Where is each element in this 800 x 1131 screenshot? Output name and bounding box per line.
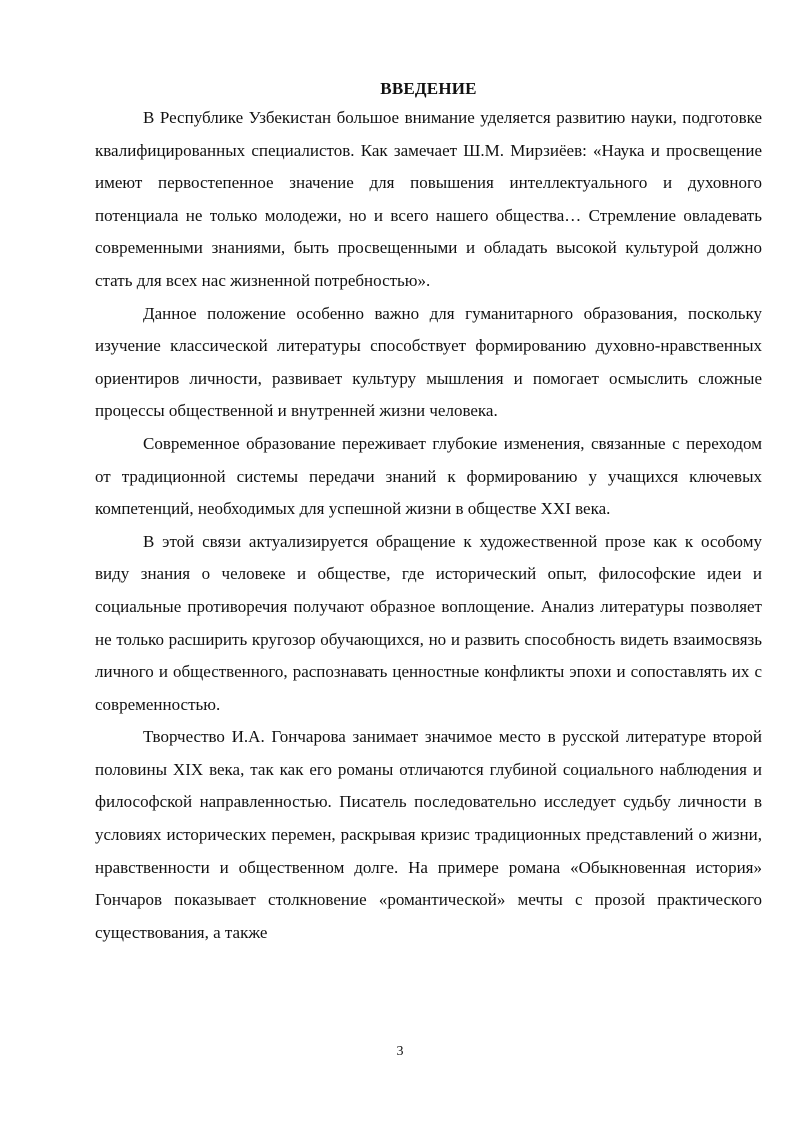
page-title: ВВЕДЕНИЕ	[380, 79, 477, 98]
paragraph-3: Современное образование переживает глубокие изменения, связанные с переходом от традиционной системы передачи знаний к формированию у учащихся ключевых компетенций, необходимых для успешной жизни в обществе XXI века.	[95, 433, 762, 519]
paragraph-1: В Республике Узбекистан большое внимание уделяется развитию науки, подготовке квалифицированных специалистов. Как замечает Ш.М. Мирзиёев: «Наука и просвещение имеют первостепенное значение для повышения интеллектуального и духовного потенциала не только молодежи, но и всего нашего общества… Стремление овладевать современными знаниями, быть просвещенными и обладать высокой культурой должно стать для всех нас жизненной потребностью».	[95, 108, 762, 290]
paragraph-4: В этой связи актуализируется обращение к художественной прозе как к особому виду знания о человеке и обществе, где исторический опыт, философские идеи и социальные противоречия получают образное воплощение. Анализ литературы позволяет не только расширить кругозор обучающихся, но и развить способность видеть взаимосвязь личного и общественного, распознавать ценностные конфликты эпохи и сопоставлять их с современностью.	[95, 531, 762, 714]
paragraph-5: Творчество И.А. Гончарова занимает значимое место в русской литературе второй половины XIX века, так как его романы отличаются глубиной социального наблюдения и философской направленностью. Писатель последовательно исследует судьбу личности в условиях исторических перемен, раскрывая кризис традиционных представлений о жизни, нравственности и общественном долге. На примере романа «Обыкновенная история» Гончаров показывает столкновение «романтической» мечты с прозой практического существования, а также	[95, 727, 762, 942]
paragraph-2: Данное положение особенно важно для гуманитарного образования, поскольку изучение классической литературы способствует формированию духовно-нравственных ориентиров личности, развивает культуру мышления и помогает осмыслить сложные процессы общественной и внутренней жизни человека.	[95, 303, 762, 421]
page-content	[95, 75, 762, 949]
page-number: 3	[396, 1044, 404, 1059]
